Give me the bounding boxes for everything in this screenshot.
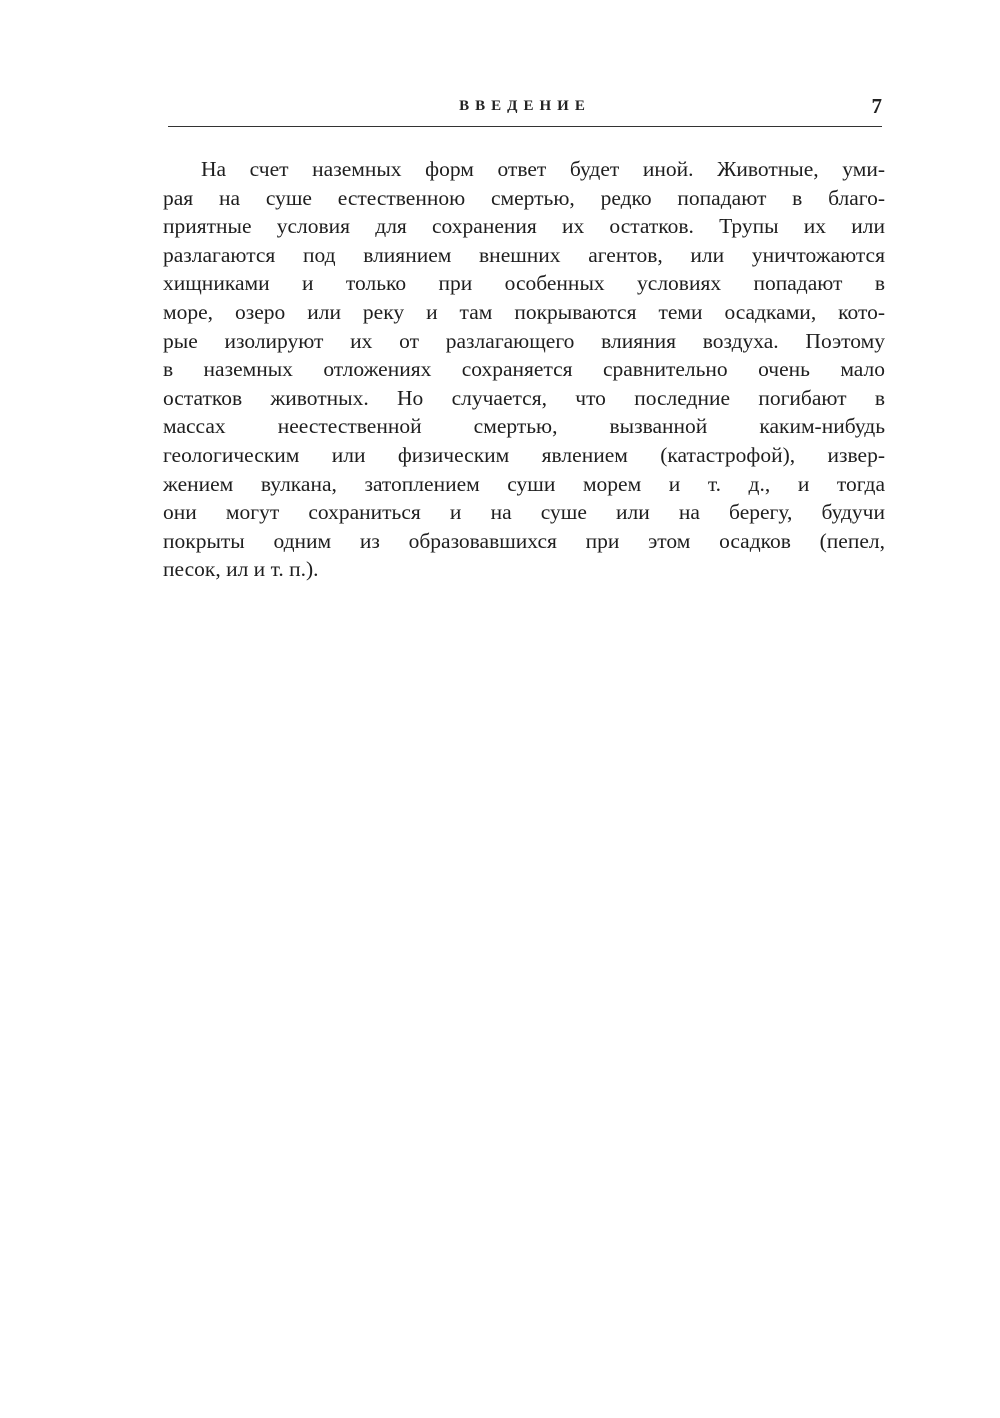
running-title: ВВЕДЕНИЕ: [459, 98, 591, 114]
text-line: На счет наземных форм ответ будет иной. Животные, уми-: [201, 157, 885, 181]
text-line: массах неестественной смертью, вызванной каким-нибудь: [163, 414, 885, 439]
running-head: [168, 96, 882, 126]
paragraph: [163, 155, 885, 584]
page-number: 7: [871, 94, 882, 118]
text-line: разлагаются под влиянием внешних агентов, или уничтожаются: [163, 242, 885, 267]
text-line: рые изолируют их от разлагающего влияния воздуха. Поэтому: [163, 328, 885, 353]
text-line: хищниками и только при особенных условиях попадают в: [163, 271, 885, 296]
text-line: в наземных отложениях сохраняется сравнительно очень мало: [163, 357, 885, 382]
text-line: рая на суше естественною смертью, редко попадают в благо-: [163, 185, 885, 210]
header-rule: [168, 126, 882, 127]
text-line: море, озеро или реку и там покрываются теми осадками, кото-: [163, 299, 885, 324]
text-line: остатков животных. Но случается, что последние погибают в: [163, 385, 885, 410]
text-line: песок, ил и т. п.).: [163, 557, 319, 582]
text-line: жением вулкана, затоплением суши морем и т. д., и тогда: [163, 471, 885, 496]
text-line: покрыты одним из образовавшихся при этом осадков (пепел,: [163, 528, 885, 553]
text-line: они могут сохраниться и на суше или на берегу, будучи: [163, 500, 885, 525]
text-line: приятные условия для сохранения их остатков. Трупы их или: [163, 214, 885, 239]
text-line: геологическим или физическим явлением (катастрофой), извер-: [163, 442, 885, 467]
